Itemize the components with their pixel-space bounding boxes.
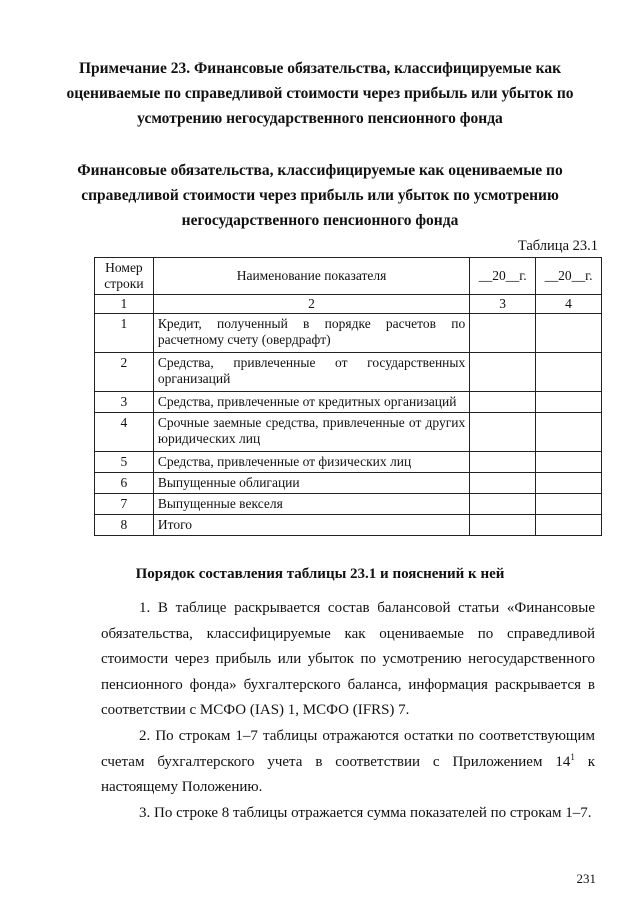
page-number: 231 (576, 871, 596, 886)
paragraph-2 (101, 724, 595, 801)
column-index: 2 (153, 295, 469, 314)
row-name: Средства, привлеченные от государственных организаций (153, 353, 469, 392)
table-row (95, 392, 602, 413)
column-index: 3 (470, 295, 536, 314)
row-name: Выпущенные облигации (153, 473, 469, 494)
value-cell-year1 (470, 392, 536, 413)
row-name: Срочные заемные средства, привлеченные от других юридических лиц (153, 413, 469, 452)
row-name: Выпущенные векселя (153, 494, 469, 515)
row-number: 5 (95, 452, 154, 473)
value-cell-year1 (470, 314, 536, 353)
value-cell-year2 (536, 392, 602, 413)
value-cell-year2 (536, 413, 602, 452)
footnote-superscript: 1 (570, 751, 575, 762)
value-cell-year1 (470, 452, 536, 473)
paragraph-2-text-end: к настоящему Положению. (101, 753, 595, 795)
column-index: 4 (536, 295, 602, 314)
row-number: 1 (95, 314, 154, 353)
table-row (95, 494, 602, 515)
liabilities-table (94, 257, 602, 536)
table-row (95, 353, 602, 392)
row-number: 3 (95, 392, 154, 413)
value-cell-year2 (536, 314, 602, 353)
header-row-number: Номер строки (95, 258, 154, 295)
header-year2: __20__г. (536, 258, 602, 295)
value-cell-year1 (470, 473, 536, 494)
row-number: 6 (95, 473, 154, 494)
table-row (95, 515, 602, 536)
paragraph-1: 1. В таблице раскрывается состав балансовой статьи «Финансовые обязательства, классифицируемые как оцениваемые по справедливой стоимости через прибыль или убыток по усмотрению негосударственного пенсионного фонда» бухгалтерского баланса, информация раскрывается в соответствии с МСФО (IAS) 1, МСФО (IFRS) 7. (101, 600, 595, 718)
column-index-row (95, 295, 602, 314)
table-heading: Финансовые обязательства, классифицируемые как оцениваемые по справедливой стоимости через прибыль или убыток по усмотрению негосударственного пенсионного фонда (77, 162, 563, 229)
header-year1: __20__г. (470, 258, 536, 295)
value-cell-year1 (470, 413, 536, 452)
column-index: 1 (95, 295, 154, 314)
value-cell-year1 (470, 515, 536, 536)
paragraph-3: 3. По строке 8 таблицы отражается сумма показателей по строкам 1–7. (139, 805, 592, 821)
value-cell-year1 (470, 494, 536, 515)
table-header-row (95, 258, 602, 295)
row-number: 2 (95, 353, 154, 392)
table-row (95, 413, 602, 452)
row-name: Средства, привлеченные от физических лиц (153, 452, 469, 473)
row-name: Средства, привлеченные от кредитных организаций (153, 392, 469, 413)
table-row (95, 473, 602, 494)
table-row (95, 452, 602, 473)
value-cell-year1 (470, 353, 536, 392)
note-heading: Примечание 23. Финансовые обязательства, классифицируемые как оцениваемые по справедливой стоимости через прибыль или убыток по усмотрению негосударственного пенсионного фонда (66, 60, 574, 127)
row-name: Итого (153, 515, 469, 536)
paragraph-2-text: 2. По строкам 1–7 таблицы отражаются остатки по соответствующим счетам бухгалтерского учета в соответствии с Приложением 14 (101, 728, 595, 770)
table-number: Таблица 23.1 (517, 238, 598, 254)
value-cell-year2 (536, 494, 602, 515)
section-title: Порядок составления таблицы 23.1 и пояснений к ней (135, 566, 505, 582)
value-cell-year2 (536, 515, 602, 536)
value-cell-year2 (536, 452, 602, 473)
row-number: 7 (95, 494, 154, 515)
header-indicator: Наименование показателя (153, 258, 469, 295)
row-number: 4 (95, 413, 154, 452)
row-number: 8 (95, 515, 154, 536)
table-row (95, 314, 602, 353)
row-name: Кредит, полученный в порядке расчетов по расчетному счету (овердрафт) (153, 314, 469, 353)
value-cell-year2 (536, 353, 602, 392)
value-cell-year2 (536, 473, 602, 494)
